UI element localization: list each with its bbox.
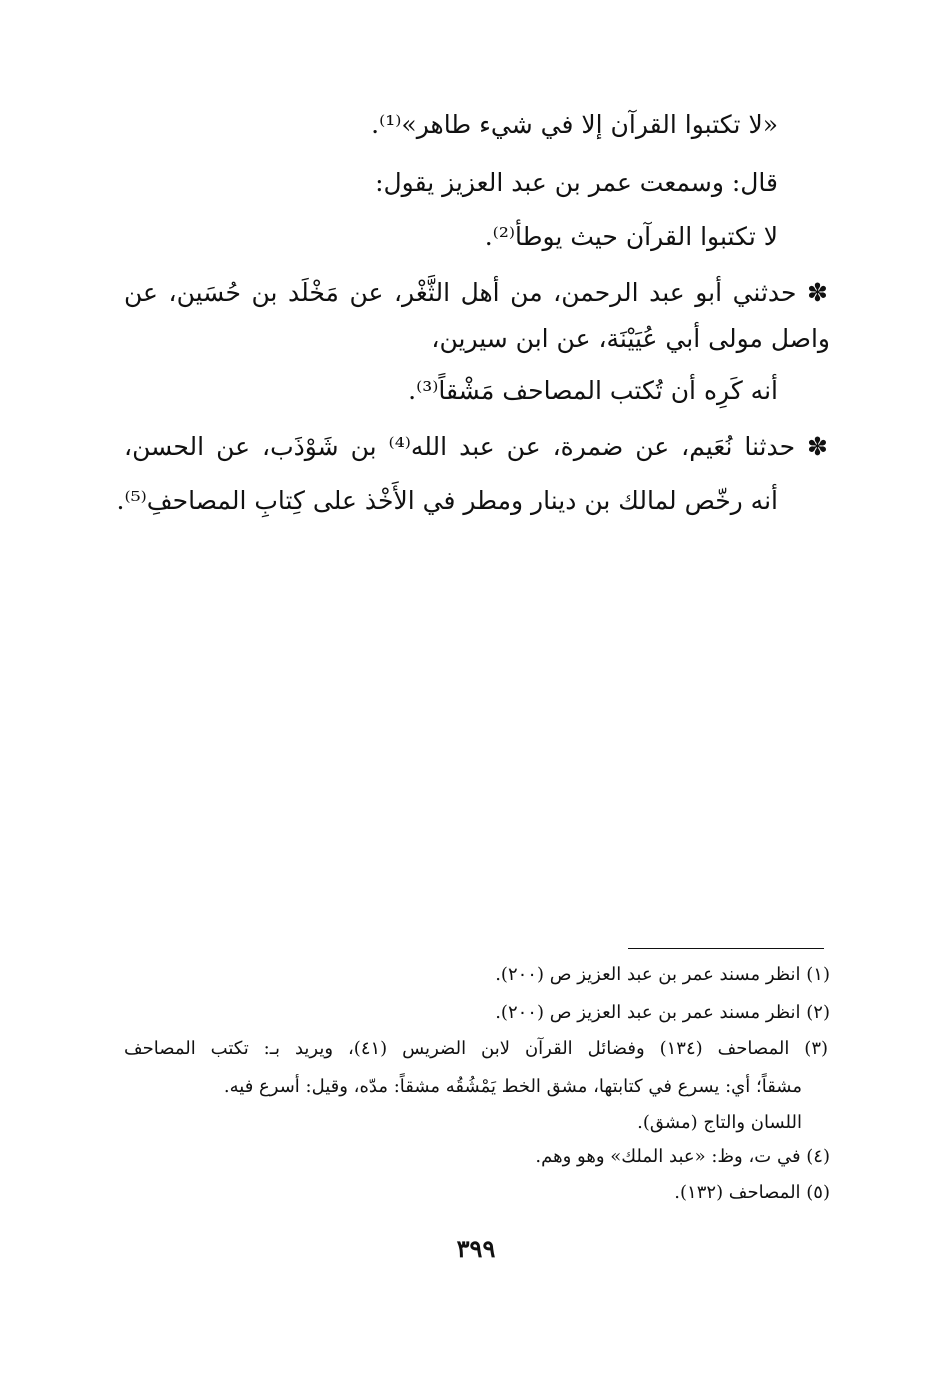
footnote-5: (٥) المصاحف (١٣٢). xyxy=(674,1182,830,1203)
main-text-line-7: ✽ حدثنا نُعَيم، عن ضمرة، عن عبد الله⁽⁴⁾ بن شَوْذَب، عن الحسن، xyxy=(124,432,828,461)
main-text-line-6: أنه كَرِه أن تُكتب المصاحف مَشْقاً⁽³⁾. xyxy=(408,376,778,405)
footnote-3-continuation-2: اللسان والتاج (مشق). xyxy=(637,1112,802,1133)
main-text-line-1: «لا تكتبوا القرآن إلا في شيء طاهر»⁽¹⁾. xyxy=(371,110,778,139)
main-text-line-4: ✽ حدثني أبو عبد الرحمن، من أهل الثَّغْر، عن مَخْلَد بن حُسَين، عن xyxy=(124,278,828,307)
footnote-4: (٤) في ت، وظ: «عبد الملك» وهو وهم. xyxy=(535,1146,830,1167)
main-text-line-3: لا تكتبوا القرآن حيث يوطأ⁽²⁾. xyxy=(484,222,778,251)
footnote-1: (١) انظر مسند عمر بن عبد العزيز ص (٢٠٠). xyxy=(495,964,830,985)
page-number: ٣٩٩ xyxy=(456,1234,496,1263)
footnote-separator xyxy=(628,948,824,949)
main-text-line-5: واصل مولى أبي عُيَيْنَة، عن ابن سيرين، xyxy=(431,324,830,353)
footnote-3-continuation: مشقاً؛ أي: يسرع في كتابتها، مشق الخط يَمْشُقُه مشقاً: مدّه، وقيل: أسرع فيه. xyxy=(223,1076,802,1097)
main-text-line-8: أنه رخّص لمالك بن دينار ومطر في الأَخْذ على كِتابِ المصاحفِ⁽⁵⁾. xyxy=(116,486,778,515)
footnote-2: (٢) انظر مسند عمر بن عبد العزيز ص (٢٠٠). xyxy=(495,1002,830,1023)
main-text-line-2: قال: وسمعت عمر بن عبد العزيز يقول: xyxy=(375,168,778,197)
footnote-3: (٣) المصاحف (١٣٤) وفضائل القرآن لابن الضريس (٤١)، ويريد بـ: تكتب المصاحف xyxy=(124,1038,829,1059)
